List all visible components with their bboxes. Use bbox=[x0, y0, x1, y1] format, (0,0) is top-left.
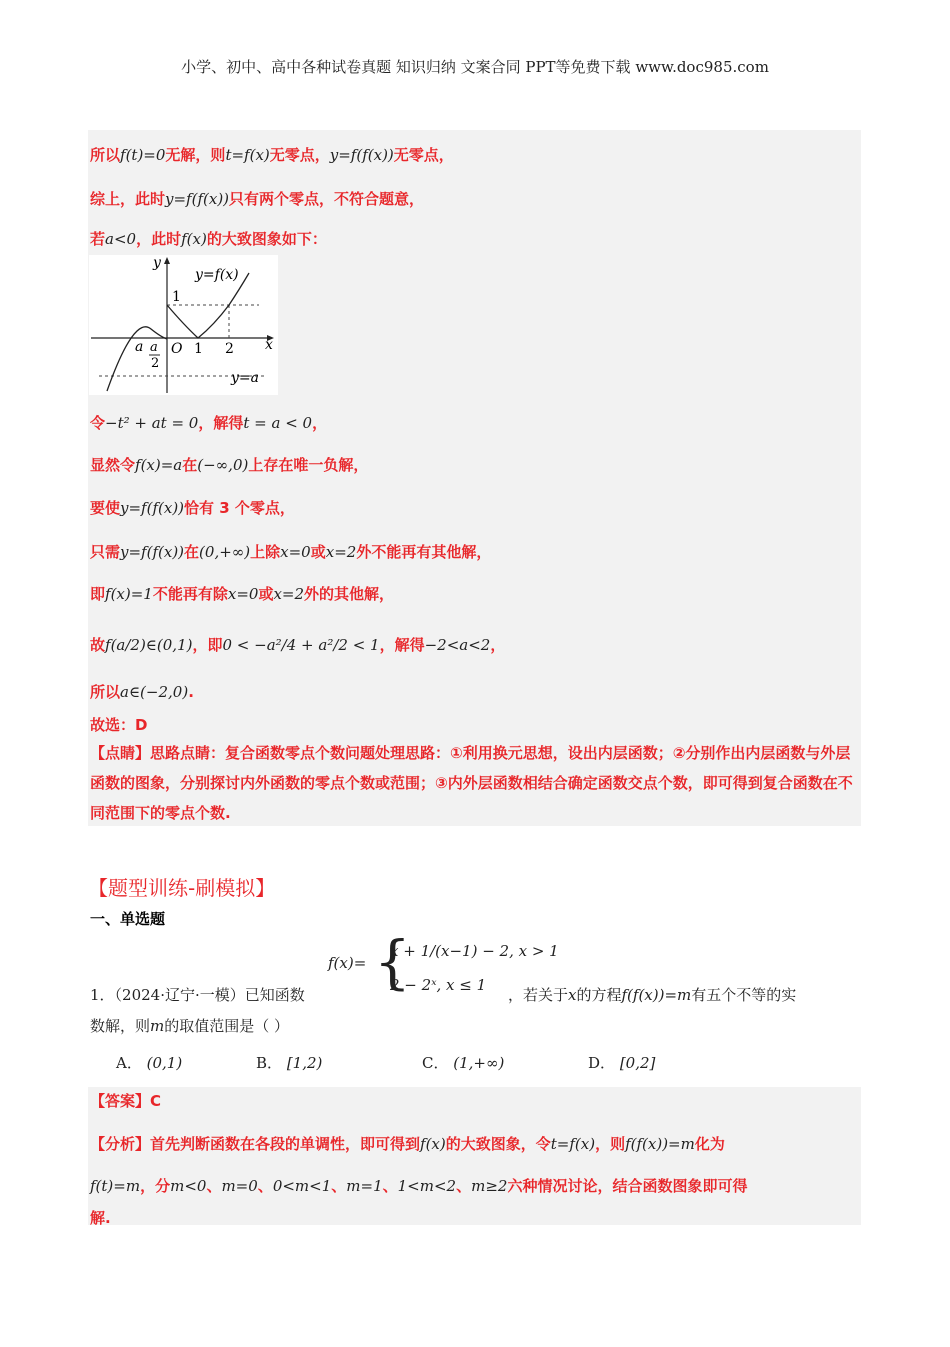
page-header: 小学、初中、高中各种试卷真题 知识归纳 文案合同 PPT等免费下载 www.doc985.com bbox=[181, 58, 769, 76]
option-a[interactable]: A． (0,1) bbox=[116, 1054, 183, 1072]
solution-line-1: 所以f(t)=0无解，则t=f(x)无零点，y=f(f(x))无零点， bbox=[90, 146, 454, 164]
solution-line-9: 故f(a/2)∈(0,1)，即0 < −a²/4 + a²/2 < 1，解得−2<a<2， bbox=[90, 636, 506, 654]
analysis-line-3: 解. bbox=[90, 1209, 111, 1227]
label-x-axis: x bbox=[265, 337, 273, 353]
label-y-axis: y bbox=[153, 255, 161, 271]
question-line-1-cont: ，若关于x的方程f(f(x))=m有五个不等的实 bbox=[508, 986, 797, 1004]
label-line-a: y=a bbox=[231, 370, 259, 386]
label-a: a bbox=[135, 339, 144, 355]
answer-label: 【答案】C bbox=[90, 1092, 162, 1110]
label-origin: O bbox=[171, 341, 183, 357]
function-graph bbox=[89, 255, 278, 395]
solution-comment: 【点睛】思路点睛：复合函数零点个数问题处理思路：①利用换元思想，设出内层函数；②分别作出内层函数与外层函数的图象，分别探讨内外函数的零点个数或范围；③内外层函数相结合确定函数交点个数，即可得到复合函数在不同范围下的零点个数. bbox=[90, 744, 853, 822]
option-d[interactable]: D． [0,2] bbox=[588, 1054, 656, 1072]
label-tick-1: 1 bbox=[194, 341, 203, 357]
analysis-line-1: 【分析】首先判断函数在各段的单调性，即可得到f(x)的大致图象，令t=f(x)，则f(f(x))=m化为 bbox=[90, 1135, 725, 1153]
label-curve: y=f(x) bbox=[195, 267, 239, 283]
label-tick-2: 2 bbox=[225, 341, 234, 357]
solution-line-3: 若a<0，此时f(x)的大致图象如下： bbox=[90, 230, 327, 248]
section-title: 【题型训练-刷模拟】 bbox=[88, 876, 276, 900]
option-c[interactable]: C． (1,+∞) bbox=[422, 1054, 505, 1072]
answer-block bbox=[88, 1087, 861, 1225]
solution-line-6: 要使y=f(f(x))恰有 3 个零点， bbox=[90, 499, 295, 517]
label-a-half-den: 2 bbox=[151, 356, 160, 371]
option-b[interactable]: B． [1,2) bbox=[256, 1054, 323, 1072]
solution-line-10: 所以a∈(−2,0). bbox=[90, 683, 194, 701]
solution-line-2: 综上，此时y=f(f(x))只有两个零点，不符合题意， bbox=[90, 190, 425, 208]
solution-line-4: 令−t² + at = 0，解得t = a < 0， bbox=[90, 414, 328, 432]
question-line-2: 数解，则m的取值范围是（ ） bbox=[90, 1017, 290, 1035]
question-line-1: 1．（2024·辽宁·一模）已知函数 bbox=[90, 986, 305, 1004]
label-y-tick-1: 1 bbox=[172, 289, 181, 305]
analysis-line-2: f(t)=m，分m<0、m=0、0<m<1、m=1、1<m<2、m≥2六种情况讨论，结合函数图象即可得 bbox=[90, 1177, 748, 1195]
section-subtitle: 一、单选题 bbox=[90, 910, 166, 928]
solution-choice: 故选：D bbox=[90, 716, 148, 734]
label-a-half-num: a bbox=[150, 340, 158, 355]
solution-line-5: 显然令f(x)=a在(−∞,0)上存在唯一负解， bbox=[90, 456, 369, 474]
solution-line-8: 即f(x)=1不能再有除x=0或x=2外的其他解， bbox=[90, 585, 395, 603]
solution-line-7: 只需y=f(f(x))在(0,+∞)上除x=0或x=2外不能再有其他解， bbox=[90, 543, 492, 561]
